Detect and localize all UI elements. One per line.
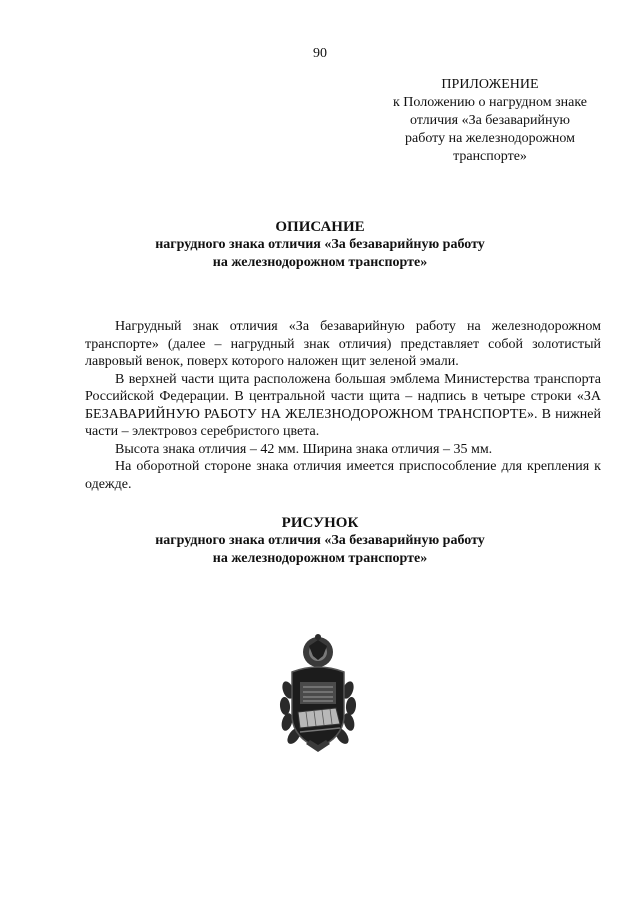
- figure-subtitle-line: на железнодорожном транспорте»: [212, 551, 428, 566]
- eagle-emblem-icon: [303, 634, 333, 667]
- description-subtitle-line: нагрудного знака отличия «За безаварийную работу: [155, 237, 485, 252]
- description-title: ОПИСАНИЕ: [275, 219, 365, 235]
- figure-subtitle-line: нагрудного знака отличия «За безаварийную работу: [155, 533, 485, 548]
- appendix-line: транспорте»: [453, 149, 527, 164]
- appendix-block: [372, 76, 608, 166]
- paragraph: В верхней части щита расположена большая эмблема Министерства транспорта Российской Федерации. В центральной части щита – надпись в четыре строки «ЗА БЕЗАВАРИЙНУЮ РАБОТУ НА ЖЕЛЕЗНОДОРОЖНОМ ТРАНСПОРТЕ». В нижней части – электровоз серебристого цвета.: [85, 371, 601, 439]
- paragraph: Высота знака отличия – 42 мм. Ширина знака отличия – 35 мм.: [115, 441, 493, 457]
- badge-emblem-image: [276, 632, 360, 756]
- description-body: [85, 318, 601, 493]
- appendix-line: к Положению о нагрудном знаке: [392, 95, 587, 110]
- description-heading: [0, 218, 640, 272]
- paragraph: На оборотной стороне знака отличия имеется приспособление для крепления к одежде.: [85, 459, 601, 492]
- appendix-title: ПРИЛОЖЕНИЕ: [441, 77, 539, 92]
- appendix-line: работу на железнодорожном: [404, 131, 576, 146]
- figure-heading: [0, 514, 640, 568]
- page-number: 90: [313, 46, 327, 61]
- description-subtitle-line: на железнодорожном транспорте»: [212, 255, 428, 270]
- figure-title: РИСУНОК: [281, 515, 359, 531]
- paragraph: Нагрудный знак отличия «За безаварийную работу на железнодорожном транспорте» (далее – нагрудный знак отличия) представляет собой золотистый лавровый венок, поверх которого наложен щит зеленой эмали.: [85, 319, 601, 369]
- appendix-line: отличия «За безаварийную: [410, 113, 570, 128]
